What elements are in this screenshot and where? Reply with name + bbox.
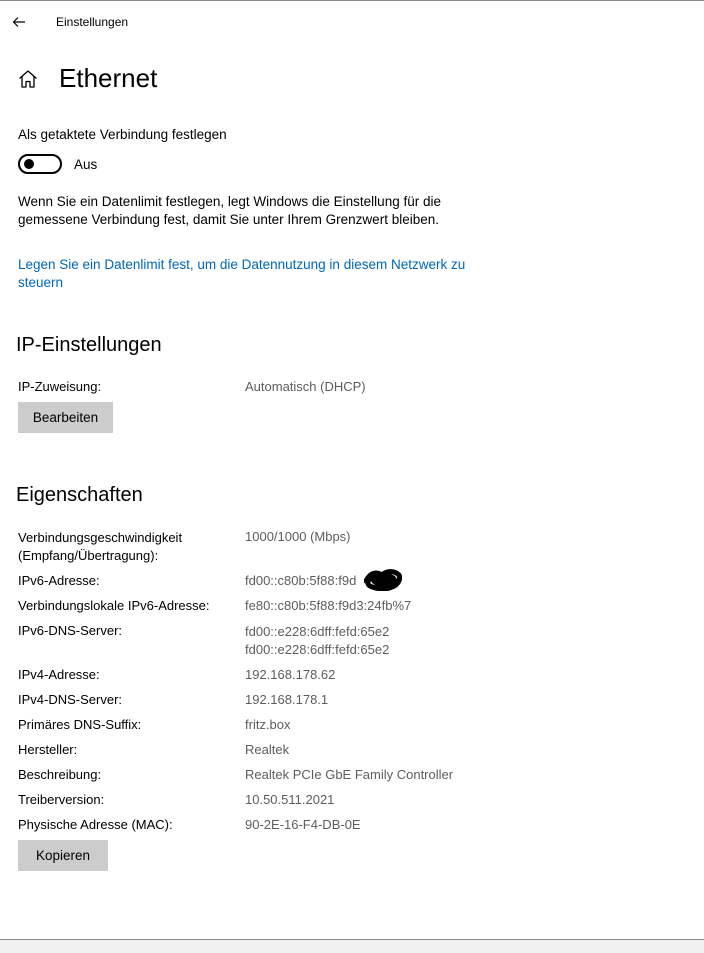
description-label: Beschreibung: [18,767,102,782]
driver-version-label: Treiberversion: [18,792,105,807]
ipv6-address-label: IPv6-Adresse: [18,573,100,588]
background-strip [0,940,704,953]
edit-button[interactable]: Bearbeiten [18,402,113,433]
dns-suffix-value: fritz.box [245,717,291,732]
dns-suffix-label: Primäres DNS-Suffix: [18,717,142,732]
title-bar [0,5,704,39]
ip-settings-title: IP-Einstellungen [16,334,162,356]
speed-label: Verbindungsgeschwindigkeit (Empfang/Übertragung): [18,530,183,563]
ipv6-address-value: fd00::c80b:5f88:f9d [245,573,357,588]
ip-assignment-value: Automatisch (DHCP) [245,379,366,394]
link-local-ipv6-label: Verbindungslokale IPv6-Adresse: [18,598,210,613]
ipv6-dns-value-2: fd00::e228:6dff:fefd:65e2 [245,642,390,657]
redaction-scribble [364,569,402,591]
app-title: Einstellungen [56,15,129,29]
copy-button[interactable]: Kopieren [18,840,108,871]
data-limit-link[interactable]: Legen Sie ein Datenlimit fest, um die Datennutzung in diesem Netzwerk zu steuern [18,257,466,290]
metered-description: Wenn Sie ein Datenlimit festlegen, legt Windows die Einstellung für die gemessene Verbindung fest, damit Sie unter Ihrem Grenzwert bleiben. [18,194,441,227]
ipv4-dns-label: IPv4-DNS-Server: [18,692,123,707]
back-button[interactable] [6,9,32,35]
back-arrow-icon [11,14,27,30]
link-local-ipv6-value: fe80::c80b:5f88:f9d3:24fb%7 [245,598,412,613]
vendor-value: Realtek [245,742,290,757]
metered-connection-toggle[interactable] [18,154,62,174]
properties-title: Eigenschaften [16,484,143,506]
mac-address-label: Physische Adresse (MAC): [18,817,173,832]
toggle-state-label: Aus [74,157,98,172]
ip-assignment-label: IP-Zuweisung: [18,379,102,394]
mac-address-value: 90-2E-16-F4-DB-0E [245,817,361,832]
toggle-knob [24,159,34,169]
ipv6-dns-label: IPv6-DNS-Server: [18,623,123,638]
ipv4-dns-value: 192.168.178.1 [245,692,329,707]
ipv6-dns-value-1: fd00::e228:6dff:fefd:65e2 [245,624,390,639]
ipv4-address-label: IPv4-Adresse: [18,667,100,682]
home-icon[interactable] [16,67,40,91]
speed-value: 1000/1000 (Mbps) [245,529,351,544]
vendor-label: Hersteller: [18,742,78,757]
driver-version-value: 10.50.511.2021 [245,792,335,807]
metered-connection-label: Als getaktete Verbindung festlegen [18,127,227,142]
page-title: Ethernet [59,63,158,93]
ipv4-address-value: 192.168.178.62 [245,667,336,682]
description-value: Realtek PCIe GbE Family Controller [245,767,454,782]
